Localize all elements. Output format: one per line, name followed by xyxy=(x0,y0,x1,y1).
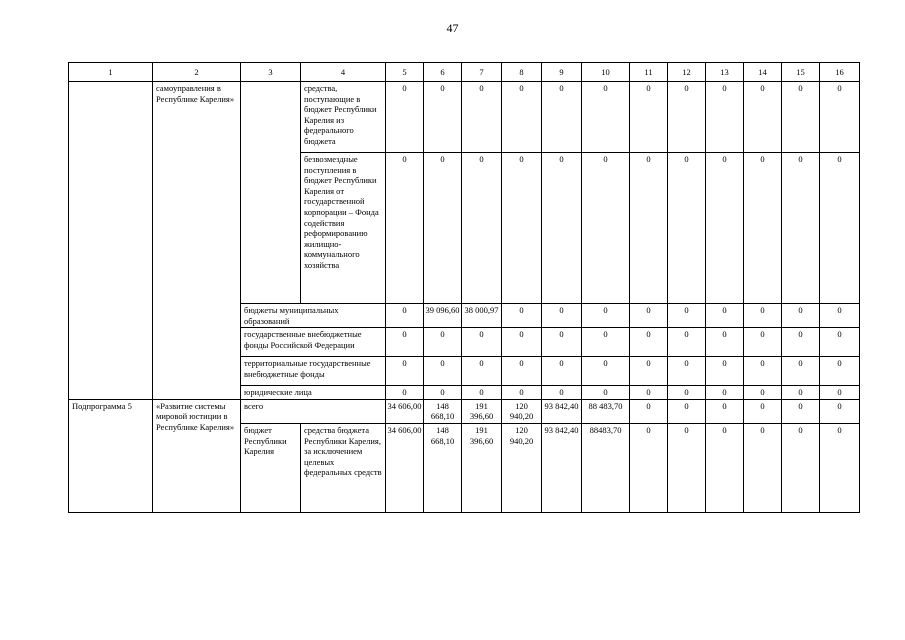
value-cell: 0 xyxy=(668,304,706,328)
value-cell: 0 xyxy=(542,304,582,328)
row-label: средства, поступающие в бюджет Республики Карелия из федерального бюджета xyxy=(301,82,386,153)
table-row xyxy=(69,399,860,423)
value-cell: 0 xyxy=(668,153,706,304)
budget-table xyxy=(68,62,860,513)
value-cell: 0 xyxy=(820,153,860,304)
header-cell: 1 xyxy=(69,63,153,82)
value-cell: 0 xyxy=(706,82,744,153)
row-label: бюджеты муниципальных образований xyxy=(241,304,386,328)
program-code-cell xyxy=(69,82,153,400)
value-cell: 0 xyxy=(668,82,706,153)
value-cell: 0 xyxy=(502,328,542,357)
header-cell: 4 xyxy=(301,63,386,82)
value-cell: 148 668,10 xyxy=(424,423,462,512)
header-cell: 3 xyxy=(241,63,301,82)
value-cell: 0 xyxy=(706,304,744,328)
value-cell: 191 396,60 xyxy=(462,399,502,423)
value-cell: 0 xyxy=(502,304,542,328)
row-label: средства бюджета Республики Карелия, за исключением целевых федеральных средств xyxy=(301,423,386,512)
value-cell: 0 xyxy=(668,328,706,357)
value-cell: 0 xyxy=(502,386,542,400)
value-cell: 0 xyxy=(820,423,860,512)
value-cell: 0 xyxy=(502,357,542,386)
header-cell: 2 xyxy=(153,63,241,82)
value-cell: 0 xyxy=(668,423,706,512)
value-cell: 0 xyxy=(386,304,424,328)
value-cell: 0 xyxy=(386,357,424,386)
value-cell: 88 483,70 xyxy=(582,399,630,423)
header-cell: 15 xyxy=(782,63,820,82)
header-cell: 12 xyxy=(668,63,706,82)
value-cell: 0 xyxy=(502,82,542,153)
header-cell: 9 xyxy=(542,63,582,82)
row-label: государственные внебюджетные фонды Российской Федерации xyxy=(241,328,386,357)
value-cell: 0 xyxy=(582,328,630,357)
value-cell: 0 xyxy=(744,399,782,423)
row-label: всего xyxy=(241,399,386,423)
value-cell: 0 xyxy=(582,357,630,386)
value-cell: 191 396,60 xyxy=(462,423,502,512)
value-cell: 0 xyxy=(386,153,424,304)
header-cell: 13 xyxy=(706,63,744,82)
program-code-cell: Подпрограмма 5 xyxy=(69,399,153,512)
header-cell: 6 xyxy=(424,63,462,82)
value-cell: 34 606,00 xyxy=(386,423,424,512)
header-cell: 5 xyxy=(386,63,424,82)
value-cell: 120 940,20 xyxy=(502,423,542,512)
value-cell: 0 xyxy=(386,328,424,357)
value-cell: 0 xyxy=(630,357,668,386)
value-cell: 0 xyxy=(462,386,502,400)
value-cell: 0 xyxy=(630,423,668,512)
value-cell: 0 xyxy=(502,153,542,304)
source-cell: бюджет Республики Карелия xyxy=(241,423,301,512)
value-cell: 0 xyxy=(582,82,630,153)
value-cell: 0 xyxy=(630,386,668,400)
table-row xyxy=(69,82,860,153)
row-label: территориальные государственные внебюджетные фонды xyxy=(241,357,386,386)
header-cell: 8 xyxy=(502,63,542,82)
value-cell: 0 xyxy=(630,328,668,357)
value-cell: 0 xyxy=(462,153,502,304)
value-cell: 0 xyxy=(542,357,582,386)
value-cell: 0 xyxy=(668,357,706,386)
value-cell: 0 xyxy=(542,82,582,153)
value-cell: 0 xyxy=(462,328,502,357)
value-cell: 34 606,00 xyxy=(386,399,424,423)
value-cell: 0 xyxy=(582,153,630,304)
value-cell: 0 xyxy=(542,328,582,357)
page-number: 47 xyxy=(446,21,459,35)
value-cell: 0 xyxy=(582,386,630,400)
value-cell: 0 xyxy=(424,357,462,386)
value-cell: 0 xyxy=(424,328,462,357)
value-cell: 0 xyxy=(668,386,706,400)
header-cell: 11 xyxy=(630,63,668,82)
value-cell: 0 xyxy=(668,399,706,423)
header-cell: 14 xyxy=(744,63,782,82)
value-cell: 148 668,10 xyxy=(424,399,462,423)
header-cell: 7 xyxy=(462,63,502,82)
value-cell: 0 xyxy=(820,357,860,386)
value-cell: 0 xyxy=(782,399,820,423)
value-cell: 0 xyxy=(424,153,462,304)
value-cell: 0 xyxy=(744,328,782,357)
value-cell: 0 xyxy=(424,82,462,153)
value-cell: 0 xyxy=(782,304,820,328)
value-cell: 0 xyxy=(706,386,744,400)
value-cell: 38 000,97 xyxy=(462,304,502,328)
value-cell: 0 xyxy=(706,399,744,423)
value-cell: 0 xyxy=(820,82,860,153)
value-cell: 0 xyxy=(820,304,860,328)
value-cell: 93 842,40 xyxy=(542,399,582,423)
row-label: юридические лица xyxy=(241,386,386,400)
value-cell: 0 xyxy=(744,423,782,512)
value-cell: 0 xyxy=(782,153,820,304)
value-cell: 93 842,40 xyxy=(542,423,582,512)
value-cell: 0 xyxy=(820,399,860,423)
value-cell: 0 xyxy=(744,357,782,386)
value-cell: 0 xyxy=(820,328,860,357)
value-cell: 0 xyxy=(744,386,782,400)
header-cell: 10 xyxy=(582,63,630,82)
value-cell: 0 xyxy=(542,386,582,400)
value-cell: 0 xyxy=(630,82,668,153)
value-cell: 0 xyxy=(386,82,424,153)
value-cell: 0 xyxy=(462,357,502,386)
value-cell: 0 xyxy=(706,423,744,512)
row-label: безвозмездные поступления в бюджет Республики Карелия от государственной корпорации – Фонда содействия реформированию жилищно-коммунального хозяйства xyxy=(301,153,386,304)
value-cell: 0 xyxy=(630,153,668,304)
value-cell: 0 xyxy=(782,328,820,357)
value-cell: 120 940,20 xyxy=(502,399,542,423)
value-cell: 0 xyxy=(782,423,820,512)
header-cell: 16 xyxy=(820,63,860,82)
value-cell: 0 xyxy=(630,399,668,423)
value-cell: 0 xyxy=(462,82,502,153)
source-cell xyxy=(241,82,301,304)
value-cell: 0 xyxy=(706,357,744,386)
value-cell: 0 xyxy=(630,304,668,328)
value-cell: 0 xyxy=(782,82,820,153)
value-cell: 0 xyxy=(424,386,462,400)
value-cell: 0 xyxy=(582,304,630,328)
value-cell: 88483,70 xyxy=(582,423,630,512)
value-cell: 0 xyxy=(744,304,782,328)
value-cell: 0 xyxy=(782,386,820,400)
value-cell: 0 xyxy=(782,357,820,386)
program-name-cell: самоуправления в Республике Карелия» xyxy=(153,82,241,400)
value-cell: 0 xyxy=(386,386,424,400)
value-cell: 39 096,60 xyxy=(424,304,462,328)
header-row xyxy=(69,63,860,82)
value-cell: 0 xyxy=(706,153,744,304)
program-name-cell: «Развитие системы мировой юстиции в Республике Карелия» xyxy=(153,399,241,512)
value-cell: 0 xyxy=(744,153,782,304)
value-cell: 0 xyxy=(744,82,782,153)
value-cell: 0 xyxy=(542,153,582,304)
value-cell: 0 xyxy=(820,386,860,400)
value-cell: 0 xyxy=(706,328,744,357)
